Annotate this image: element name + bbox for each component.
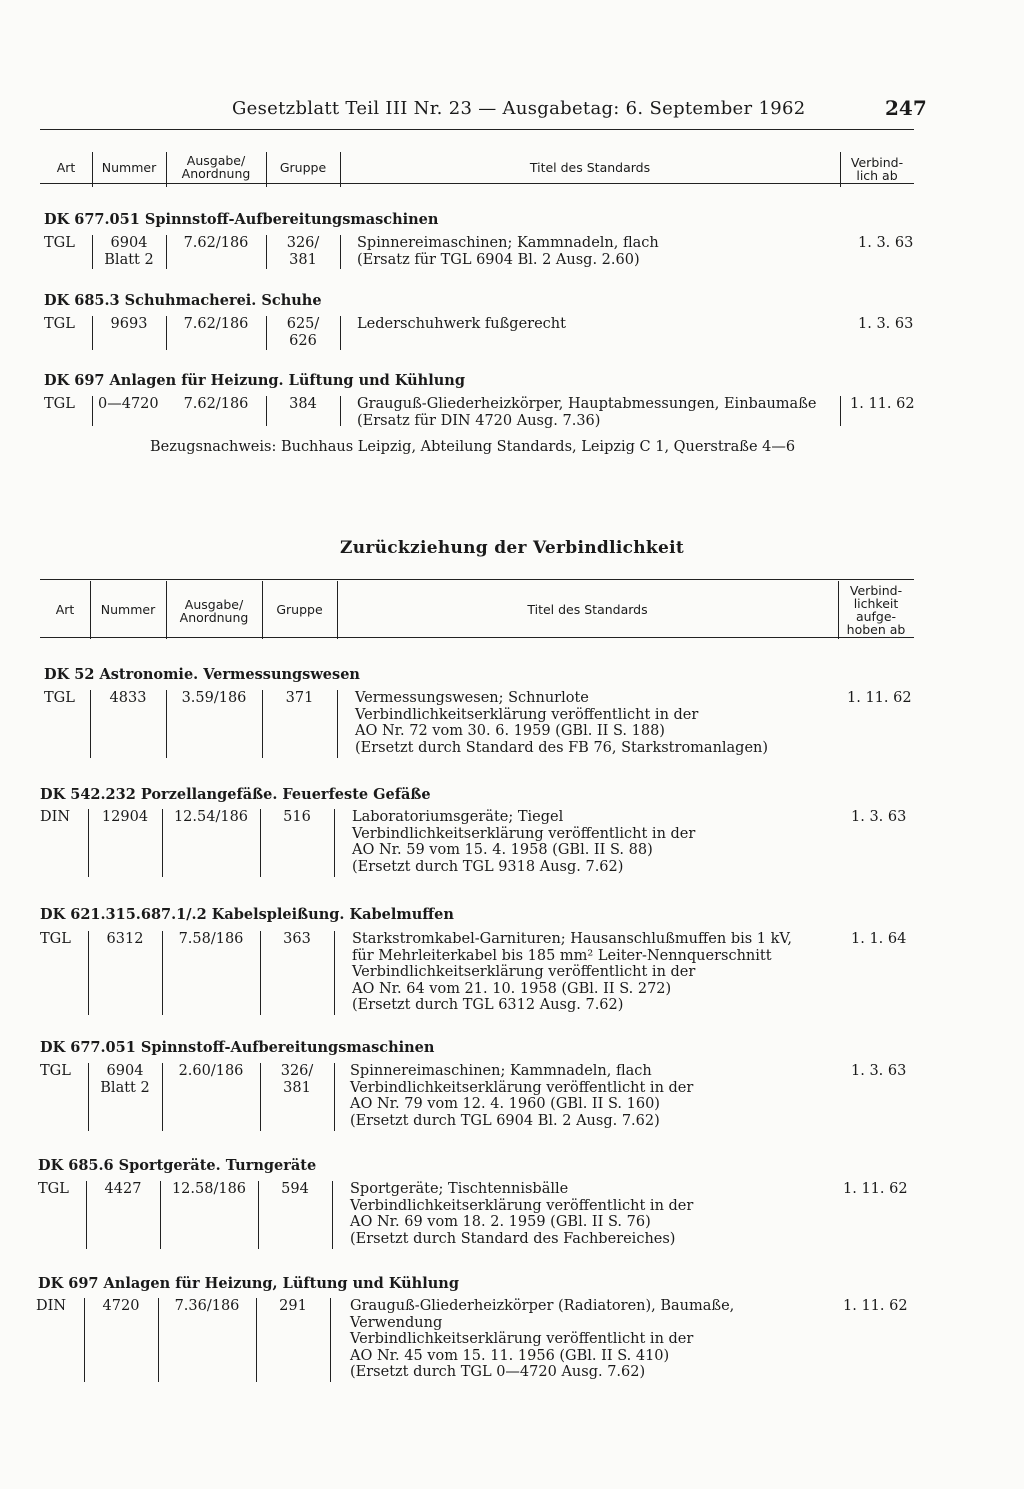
cell-nummer: 0—4720 — [98, 396, 159, 412]
section-heading: DK 677.051 Spinnstoff-Aufbereitungsmaschinen — [44, 211, 439, 228]
cell-titel: Grauguß-Gliederheizkörper (Radiatoren), Baumaße, Verwendung Verbindlichkeitserklärung veröffentlicht in der AO Nr. 45 vom 15. 11. 1956 (GBl. II S. 410) (Ersetzt durch TGL 0—4720 Ausg. 7.62) — [350, 1298, 735, 1380]
cell-art: TGL — [44, 690, 75, 706]
section-heading: DK 542.232 Porzellangefäße. Feuerfeste Gefäße — [40, 786, 431, 803]
col-titel: Titel des Standards — [527, 602, 648, 617]
cell-ausgabe: 7.62/186 — [183, 396, 249, 412]
cell-gruppe: 371 — [285, 690, 314, 706]
cell-titel: Grauguß-Gliederheizkörper, Hauptabmessungen, Einbaumaße (Ersatz für DIN 4720 Ausg. 7.36) — [357, 396, 817, 429]
section-title-withdrawal: Zurückziehung der Verbindlichkeit — [339, 538, 685, 558]
col-verbindlich: Verbind- lich ab — [850, 155, 904, 183]
cell-art: TGL — [40, 931, 71, 947]
col-nummer: Nummer — [100, 602, 156, 617]
cell-art: TGL — [44, 235, 75, 251]
cell-art: TGL — [44, 316, 75, 332]
cell-art: TGL — [44, 396, 75, 412]
cell-gruppe: 326/ 381 — [286, 235, 320, 268]
cell-gruppe: 363 — [283, 931, 311, 947]
col-gruppe: Gruppe — [279, 160, 327, 175]
cell-nummer: 6904 Blatt 2 — [104, 235, 154, 268]
cell-verbindlich: 1. 11. 62 — [843, 1298, 908, 1314]
cell-ausgabe: 7.36/186 — [174, 1298, 240, 1314]
cell-titel: Laboratoriumsgeräte; Tiegel Verbindlichkeitserklärung veröffentlicht in der AO Nr. 59 vom 15. 4. 1958 (GBl. II S. 88) (Ersetzt durch TGL 9318 Ausg. 7.62) — [352, 809, 696, 875]
col-art: Art — [55, 602, 75, 617]
cell-titel: Starkstromkabel-Garnituren; Hausanschlußmuffen bis 1 kV, für Mehrleiterkabel bis 185 mm² Leiter-Nennquerschnitt Verbindlichkeitserklärung veröffentlicht in der AO Nr. 64 vom 21. 10. 1958 (GBl. II S. 272) (Ersetzt durch TGL 6312 Ausg. 7.62) — [352, 931, 792, 1013]
col-art: Art — [56, 160, 76, 175]
col-verbindlich: Verbind- lichkeit aufge- hoben ab — [846, 583, 906, 637]
cell-titel: Vermessungswesen; Schnurlote Verbindlichkeitserklärung veröffentlicht in der AO Nr. 72 vom 30. 6. 1959 (GBl. II S. 188) (Ersetzt durch Standard des FB 76, Starkstromanlagen) — [355, 690, 769, 756]
cell-gruppe: 326/ 381 — [280, 1063, 314, 1096]
section-heading: DK 685.6 Sportgeräte. Turngeräte — [38, 1157, 317, 1174]
cell-nummer: 12904 — [101, 809, 149, 825]
cell-titel: Sportgeräte; Tischtennisbälle Verbindlichkeitserklärung veröffentlicht in der AO Nr. 69 vom 18. 2. 1959 (GBl. II S. 76) (Ersetzt durch Standard des Fachbereiches) — [350, 1181, 694, 1247]
cell-nummer: 9693 — [110, 316, 148, 332]
col-nummer: Nummer — [101, 160, 157, 175]
source-note: Bezugsnachweis: Buchhaus Leipzig, Abteilung Standards, Leipzig C 1, Querstraße 4—6 — [150, 439, 796, 455]
cell-verbindlich: 1. 11. 62 — [850, 396, 915, 412]
cell-ausgabe: 3.59/186 — [181, 690, 247, 706]
col-gruppe: Gruppe — [276, 602, 323, 617]
cell-titel: Spinnereimaschinen; Kammnadeln, flach (Ersatz für TGL 6904 Bl. 2 Ausg. 2.60) — [357, 235, 659, 268]
section-heading: DK 621.315.687.1/.2 Kabelspleißung. Kabelmuffen — [40, 906, 454, 923]
cell-gruppe: 594 — [281, 1181, 309, 1197]
cell-nummer: 4720 — [102, 1298, 140, 1314]
cell-ausgabe: 2.60/186 — [178, 1063, 244, 1079]
cell-gruppe: 625/ 626 — [286, 316, 320, 349]
cell-art: TGL — [40, 1063, 71, 1079]
cell-verbindlich: 1. 3. 63 — [858, 235, 914, 251]
cell-art: DIN — [36, 1298, 67, 1314]
cell-verbindlich: 1. 11. 62 — [843, 1181, 908, 1197]
cell-nummer: 6312 — [106, 931, 144, 947]
cell-verbindlich: 1. 1. 64 — [851, 931, 907, 947]
cell-titel: Lederschuhwerk fußgerecht — [357, 316, 566, 332]
page-number: 247 — [885, 96, 927, 120]
cell-ausgabe: 7.62/186 — [183, 235, 249, 251]
cell-nummer: 6904 Blatt 2 — [100, 1063, 150, 1096]
col-ausgabe: Ausgabe/ Anordnung — [181, 153, 251, 181]
cell-verbindlich: 1. 11. 62 — [847, 690, 912, 706]
section-heading: DK 685.3 Schuhmacherei. Schuhe — [44, 292, 322, 309]
col-titel: Titel des Standards — [529, 160, 651, 175]
section-heading: DK 677.051 Spinnstoff-Aufbereitungsmaschinen — [40, 1039, 435, 1056]
col-ausgabe: Ausgabe/ Anordnung — [179, 597, 249, 625]
cell-gruppe: 516 — [283, 809, 311, 825]
cell-ausgabe: 12.58/186 — [171, 1181, 247, 1197]
cell-gruppe: 291 — [279, 1298, 307, 1314]
section-heading: DK 697 Anlagen für Heizung, Lüftung und Kühlung — [38, 1275, 459, 1292]
cell-art: TGL — [38, 1181, 69, 1197]
cell-verbindlich: 1. 3. 63 — [858, 316, 914, 332]
cell-ausgabe: 7.58/186 — [178, 931, 244, 947]
header-title: Gesetzblatt Teil III Nr. 23 — Ausgabetag: 6. September 1962 — [232, 98, 806, 119]
cell-nummer: 4833 — [109, 690, 147, 706]
cell-gruppe: 384 — [289, 396, 317, 412]
cell-titel: Spinnereimaschinen; Kammnadeln, flach Verbindlichkeitserklärung veröffentlicht in der AO Nr. 79 vom 12. 4. 1960 (GBl. II S. 160) (Ersetzt durch TGL 6904 Bl. 2 Ausg. 7.62) — [350, 1063, 694, 1129]
cell-ausgabe: 12.54/186 — [173, 809, 249, 825]
cell-verbindlich: 1. 3. 63 — [851, 1063, 907, 1079]
cell-verbindlich: 1. 3. 63 — [851, 809, 907, 825]
cell-art: DIN — [40, 809, 71, 825]
section-heading: DK 697 Anlagen für Heizung. Lüftung und Kühlung — [44, 372, 465, 389]
section-heading: DK 52 Astronomie. Vermessungswesen — [44, 666, 360, 683]
cell-nummer: 4427 — [104, 1181, 142, 1197]
cell-ausgabe: 7.62/186 — [183, 316, 249, 332]
